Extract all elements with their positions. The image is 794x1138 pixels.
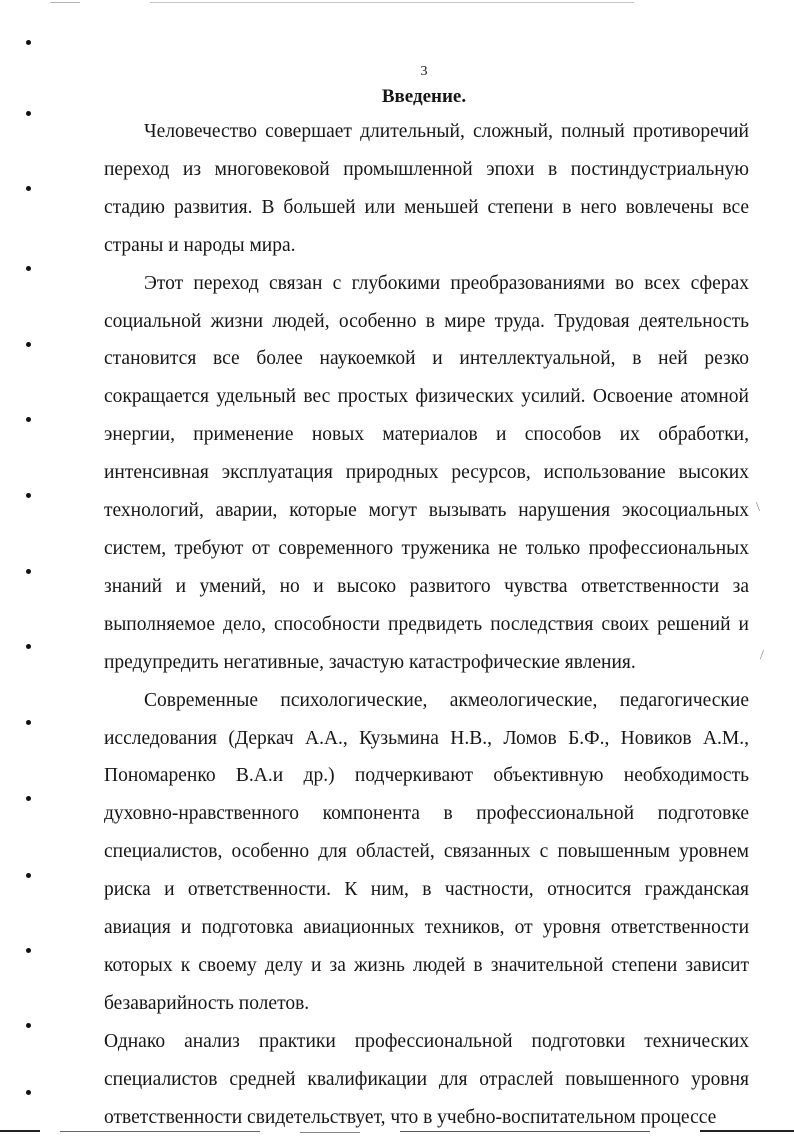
scan-bottom-edge (0, 1124, 794, 1138)
paragraph: Однако анализ практики профессиональной подготовки технических специалистов средней квалификации для отраслей повышенного уровня ответственности свидетельствует, что в учебно-воспитательном процессе (104, 1030, 749, 1128)
binder-hole (26, 1023, 31, 1028)
binder-hole (26, 493, 31, 498)
section-heading: Введение. (381, 86, 467, 107)
binder-hole (26, 417, 31, 422)
binder-hole (26, 266, 31, 271)
paragraph: Человечество совершает длительный, сложный, полный противоречий переход из многовековой промышленной эпохи в постиндустриальную стадию развития. В большей или меньшей степени в него вовлечены все страны и народы мира. (104, 121, 749, 256)
binder-holes (0, 0, 40, 1138)
margin-mark: \ (756, 500, 760, 515)
binder-hole (26, 186, 31, 191)
page-number: 3 (420, 64, 428, 79)
binder-hole (26, 342, 31, 347)
binder-hole (26, 720, 31, 725)
binder-hole (26, 111, 31, 116)
body-text (104, 113, 749, 1136)
margin-mark: / (760, 648, 764, 663)
paragraph: Современные психологические, акмеологические, педагогические исследования (Деркач А.А., Кузьмина Н.В., Ломов Б.Ф., Новиков А.М., Пономаренко В.А.и др.) подчеркивают объективную необходимость духовно-нравственного компонента в профессиональной подготовке специалистов, особенно для областей, связанных с повышенным уровнем риска и ответственности. К ним, в частности, относится гражданская авиация и подготовка авиационных техников, от уровня ответственности которых к своему делу и за жизнь людей в значительной степени зависит безаварийность полетов. (104, 689, 749, 1014)
binder-hole (26, 644, 31, 649)
paragraph: Этот переход связан с глубокими преобразованиями во всех сферах социальной жизни людей, особенно в мире труда. Трудовая деятельность становится все более наукоемкой и интеллектуальной, в ней резко сокращается удельный вес простых физических усилий. Освоение атомной энергии, применение новых материалов и способов их обработки, интенсивная эксплуатация природных ресурсов, использование высоких технологий, аварии, которые могут вызывать нарушения экосоциальных систем, требуют от современного труженика не только профессиональных знаний и умений, но и высоко развитого чувства ответственности за выполняемое дело, способности предвидеть последствия своих решений и предупредить негативные, зачастую катастрофические явления. (104, 272, 749, 673)
binder-hole (26, 40, 31, 45)
binder-hole (26, 1090, 31, 1095)
binder-hole (26, 873, 31, 878)
binder-hole (26, 948, 31, 953)
binder-hole (26, 796, 31, 801)
scan-top-edge (0, 0, 794, 6)
binder-hole (26, 569, 31, 574)
